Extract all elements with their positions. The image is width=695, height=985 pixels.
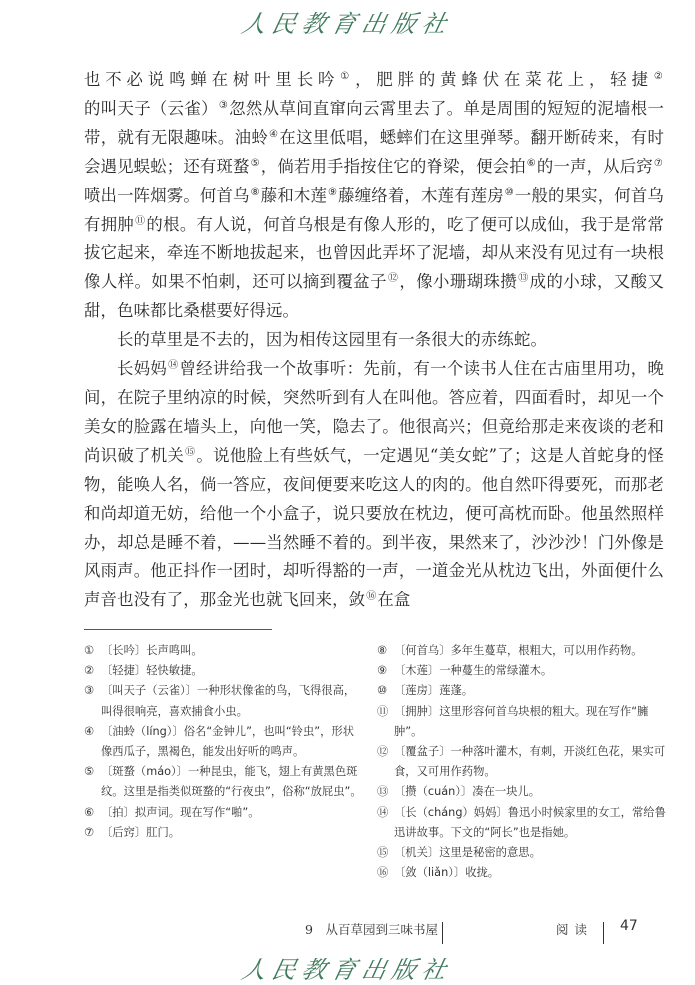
text-segment: 曾经讲给我一个故事听：先前，有一个读书人住在古庙里用功，晚间，在院子里纳凉的时候，突然听到有人在叫他。答应着，四面看时，却见一个美女的脸露在墙头上，向他一笑，隐去了。他很高兴；但竟给那走来夜谈的老和尚识破了机关 xyxy=(84,359,664,465)
footnote-text: 〔轻捷〕轻快敏捷。 xyxy=(101,664,203,678)
footnote-text: 〔何首乌〕多年生蔓草，根粗大，可以用作药物。 xyxy=(394,644,643,657)
footnote-number: ⑭ xyxy=(377,805,389,819)
text-segment: 藤和木莲 xyxy=(260,185,328,205)
paragraph xyxy=(84,66,664,326)
text-segment: 的一声，从后窍 xyxy=(536,156,653,176)
footnote-item xyxy=(84,823,364,843)
footnote-marker[interactable]: ⑫ xyxy=(387,273,399,285)
text-segment: ，肥胖的黄蜂伏在菜花上，轻捷 xyxy=(355,70,653,89)
footnote-number: ⑮ xyxy=(377,846,389,860)
footnote-divider xyxy=(84,629,272,630)
footnote-number: ⑧ xyxy=(377,644,388,657)
footnote-marker[interactable]: ② xyxy=(653,71,663,82)
footnote-item xyxy=(84,641,364,661)
footnote-item xyxy=(377,843,667,863)
footnote-text: 〔覆盆子〕一种落叶灌木，有刺，开淡红色花，果实可食，又可用作药物。 xyxy=(394,745,666,779)
page-number: 47 xyxy=(620,918,638,934)
text-segment: 也不必说鸣蝉在树叶里长吟 xyxy=(84,70,340,89)
footer-chapter-title: 9 从百草园到三味书屋 xyxy=(305,922,438,937)
footnote-marker[interactable]: ④ xyxy=(269,128,279,140)
footnote-text: 〔长吟〕长声鸣叫。 xyxy=(101,644,203,657)
text-segment: ，倘若用手指按住它的脊梁，便会拍 xyxy=(260,156,526,176)
footnote-marker[interactable]: ⑩ xyxy=(504,186,514,198)
footnote-marker[interactable]: ⑨ xyxy=(328,186,338,198)
text-segment: 长妈妈 xyxy=(117,359,168,379)
text-segment: 喷出一阵烟雾。何首乌 xyxy=(84,185,250,205)
footnote-item xyxy=(377,681,667,701)
footnote-item xyxy=(377,702,667,742)
footnote-item xyxy=(377,803,667,843)
footnotes-left-column xyxy=(84,641,364,843)
footnote-marker[interactable]: ⑥ xyxy=(526,157,536,169)
footnote-text: 〔斑蝥（máo）〕一种昆虫，能飞，翅上有黄黑色斑纹。这里是指类似斑蝥的“行夜虫”，俗称“放屁虫”。 xyxy=(101,765,362,799)
footnote-marker[interactable]: ⑦ xyxy=(653,157,663,169)
footnote-marker[interactable]: ① xyxy=(340,71,355,82)
footnotes-right-column xyxy=(377,641,667,883)
footnote-item xyxy=(84,762,364,802)
footnote-item xyxy=(377,863,667,883)
text-segment: ，像小珊瑚珠攒 xyxy=(399,272,518,292)
footnote-item xyxy=(377,782,667,802)
footnote-number: ⑫ xyxy=(377,745,389,759)
footnote-marker[interactable]: ⑯ xyxy=(366,591,377,603)
footnote-number: ⑦ xyxy=(84,825,95,839)
footnote-item xyxy=(84,681,364,721)
text-segment: 藤缠络着，木莲有莲房 xyxy=(338,185,504,205)
footnote-marker[interactable]: ⑭ xyxy=(168,360,179,372)
footnote-item xyxy=(84,661,364,681)
publisher-logo-bottom: 人民教育出版社 xyxy=(238,956,455,984)
footnote-text: 〔机关〕这里是秘密的意思。 xyxy=(394,846,541,860)
footnote-marker[interactable]: ③ xyxy=(218,99,229,111)
footer-separator xyxy=(603,922,604,944)
paragraph xyxy=(84,326,664,355)
text-segment: 在盒 xyxy=(377,590,411,610)
footnote-item xyxy=(377,641,667,661)
footnote-number: ② xyxy=(84,664,95,678)
text-segment: 成的小球，又酸又甜，色味都比桑椹要好得远。 xyxy=(84,272,665,321)
text-segment: 一般的果实，何首乌有拥肿 xyxy=(84,185,664,234)
footnote-marker[interactable]: ⑮ xyxy=(185,446,196,458)
text-segment: 的叫天子（云雀） xyxy=(84,98,218,118)
footnote-marker[interactable]: ⑧ xyxy=(250,186,260,198)
footnote-marker[interactable]: ⑬ xyxy=(518,273,529,285)
footnote-number: ⑤ xyxy=(84,765,95,779)
footnote-item xyxy=(377,742,667,782)
text-segment: 忽然从草间直窜向云霄里去了。单是周围的短短的泥墙根一带，就有无限趣味。油蛉 xyxy=(84,98,664,147)
footnote-text: 〔敛（liǎn）〕收拢。 xyxy=(394,866,500,880)
footnote-text: 〔叫天子（云雀）〕一种形状像雀的鸟，飞得很高，叫得很响亮，喜欢捕食小虫。 xyxy=(101,684,356,718)
footer-section-label: 阅读 xyxy=(556,922,594,937)
footer-separator xyxy=(442,922,443,944)
footnote-marker[interactable]: ⑤ xyxy=(250,157,260,169)
footnote-number: ⑥ xyxy=(84,805,95,819)
footnote-number: ④ xyxy=(84,724,95,738)
footnote-text: 〔攒（cuán）〕凑在一块儿。 xyxy=(394,785,541,799)
text-segment: 长的草里是不去的，因为相传这园里有一条很大的赤练蛇。 xyxy=(117,330,548,350)
footnote-number: ⑪ xyxy=(377,704,389,718)
footnote-text: 〔木莲〕一种蔓生的常绿灌木。 xyxy=(394,664,553,678)
footnote-number: ⑩ xyxy=(377,684,388,698)
paragraph xyxy=(84,355,664,615)
footnote-text: 〔油蛉（líng）〕俗名“金钟儿”，也叫“铃虫”，形状像西瓜子，黑褐色，能发出好听的鸣声。 xyxy=(101,724,355,759)
footnote-text: 〔莲房〕莲蓬。 xyxy=(394,684,474,698)
main-text xyxy=(84,66,664,615)
footnote-number: ① xyxy=(84,644,95,657)
footnote-number: ⑬ xyxy=(377,785,389,799)
footnote-text: 〔长（cháng）妈妈〕鲁迅小时候家里的女工，常给鲁迅讲故事。下文的“阿长”也是指她。 xyxy=(394,805,666,839)
footnote-text: 〔拥肿〕这里形容何首乌块根的粗大。现在写作“臃肿”。 xyxy=(394,704,649,738)
publisher-logo-top: 人民教育出版社 xyxy=(238,10,455,38)
footnote-marker[interactable]: ⑪ xyxy=(135,215,146,227)
text-segment: 的根。有人说，何首乌根是有像人形的，吃了便可以成仙，我于是常常拔它起来，牵连不断地拔起来，也曾因此弄坏了泥墙，却从来没有见过有一块根像人样。如果不怕刺，还可以摘到覆盆子 xyxy=(84,214,664,292)
footnote-number: ③ xyxy=(84,684,95,698)
footnote-number: ⑯ xyxy=(377,866,389,880)
text-segment: 在这里低唱，蟋蟀们在这里弹琴。翻开断砖来，有时会遇见蜈蚣；还有斑蝥 xyxy=(84,127,664,176)
footnote-item xyxy=(84,803,364,823)
footnote-item xyxy=(84,722,364,762)
footnote-number: ⑨ xyxy=(377,664,388,678)
footnote-text: 〔后窍〕肛门。 xyxy=(101,825,181,839)
text-segment: 。说他脸上有些妖气，一定遇见“美女蛇”了；这是人首蛇身的怪物，能唤人名，倘一答应，夜间便要来吃这人的肉的。他自然吓得要死，而那老和尚却道无妨，给他一个小盒子，说只要放在枕边，便可高枕而卧。他虽然照样办，却总是睡不着，——当然睡不着的。到半夜，果然来了，沙沙沙！门外像是风雨声。他正抖作一团时，却听得豁的一声，一道金光从枕边飞出，外面便什么声音也没有了，那金光也就飞回来，敛 xyxy=(84,445,664,610)
footnote-text: 〔拍〕拟声词。现在写作“啪”。 xyxy=(101,805,260,819)
footnote-item xyxy=(377,661,667,681)
